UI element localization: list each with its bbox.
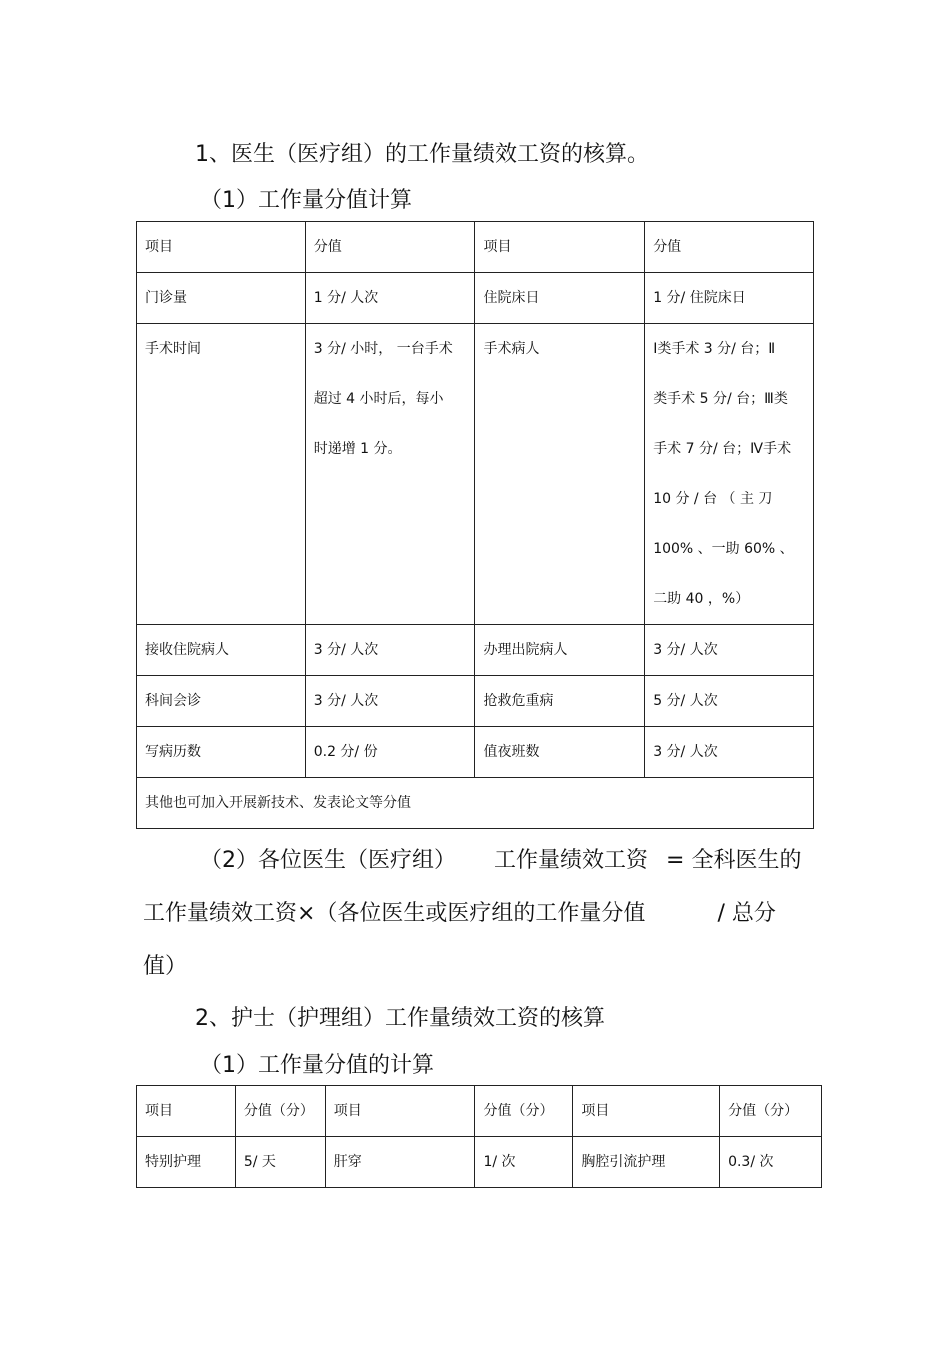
cell-line: 时递增 1 分。 <box>313 441 402 457</box>
table-cell: 3 分/ 人次 <box>645 625 814 676</box>
table-cell: 项目 <box>475 222 645 273</box>
table-header-row <box>137 222 814 273</box>
table-cell: 门诊量 <box>137 273 306 324</box>
table-cell: 肝穿 <box>325 1137 475 1188</box>
cell-line: Ⅰ类手术 3 分/ 台；Ⅱ <box>653 341 776 357</box>
formula-line-3: 值） <box>143 954 188 979</box>
section2-subheading: （1）工作量分值的计算 <box>200 1053 434 1078</box>
formula-line-2 <box>143 899 776 929</box>
formula-text: 工作量绩效工资×（各位医生或医疗组的工作量分值 <box>143 901 646 926</box>
table-cell: 分值（分） <box>235 1086 325 1137</box>
table-cell: 5/ 天 <box>235 1137 325 1188</box>
formula-text: 工作量绩效工资 <box>494 848 649 873</box>
table-cell: 项目 <box>137 222 306 273</box>
cell-line: 超过 4 小时后，每小 <box>313 391 444 407</box>
nurse-workload-table <box>136 1085 822 1188</box>
table-cell: 特别护理 <box>137 1137 236 1188</box>
table-cell: 1/ 次 <box>475 1137 573 1188</box>
table-cell: 项目 <box>137 1086 236 1137</box>
table-cell: 科间会诊 <box>137 676 306 727</box>
section1-subheading: （1）工作量分值计算 <box>200 188 412 213</box>
formula-line-1 <box>200 846 801 876</box>
table-row <box>137 727 814 778</box>
table-cell: 抢救危重病 <box>475 676 645 727</box>
table-cell: 3 分/ 人次 <box>305 676 475 727</box>
table-cell: 分值 <box>305 222 475 273</box>
table-cell: 3 分/ 人次 <box>305 625 475 676</box>
table-cell: 手术时间 <box>137 324 306 625</box>
doctor-workload-table <box>136 221 814 829</box>
cell-line: 类手术 5 分/ 台；Ⅲ类 <box>653 391 788 407</box>
formula-text: （2）各位医生（医疗组） <box>200 848 456 873</box>
cell-line: 手术 7 分/ 台；Ⅳ手术 <box>653 441 792 457</box>
cell-line: 100% 、一助 60% 、 <box>653 541 794 557</box>
section1-heading: 1、医生（医疗组）的工作量绩效工资的核算。 <box>195 142 649 167</box>
formula-text: = 全科医生的 <box>666 848 802 873</box>
table-cell <box>305 324 475 625</box>
table-cell: 项目 <box>325 1086 475 1137</box>
table-cell: 分值（分） <box>720 1086 822 1137</box>
table-cell: 1 分/ 人次 <box>305 273 475 324</box>
table-cell: 1 分/ 住院床日 <box>645 273 814 324</box>
table-cell: 住院床日 <box>475 273 645 324</box>
table-cell: 0.2 分/ 份 <box>305 727 475 778</box>
table-header-row <box>137 1086 822 1137</box>
table-cell: 手术病人 <box>475 324 645 625</box>
section2-heading: 2、护士（护理组）工作量绩效工资的核算 <box>195 1006 605 1031</box>
table-cell: 接收住院病人 <box>137 625 306 676</box>
table-footer-row <box>137 778 814 829</box>
table-cell: 分值 <box>645 222 814 273</box>
table-cell: 分值（分） <box>475 1086 573 1137</box>
table-cell: 0.3/ 次 <box>720 1137 822 1188</box>
table-row <box>137 1137 822 1188</box>
table-row <box>137 273 814 324</box>
table-cell: 5 分/ 人次 <box>645 676 814 727</box>
cell-line: 10 分 / 台 （ 主 刀 <box>653 491 773 507</box>
table-cell: 项目 <box>573 1086 720 1137</box>
table-cell: 办理出院病人 <box>475 625 645 676</box>
formula-text: / 总分 <box>717 901 776 926</box>
table-cell: 写病历数 <box>137 727 306 778</box>
table-cell: 值夜班数 <box>475 727 645 778</box>
table-cell: 胸腔引流护理 <box>573 1137 720 1188</box>
table-row <box>137 324 814 625</box>
table-cell <box>645 324 814 625</box>
table-row <box>137 625 814 676</box>
table-row <box>137 676 814 727</box>
cell-line: 3 分/ 小时， 一台手术 <box>313 341 453 357</box>
table-footer-cell: 其他也可加入开展新技术、发表论文等分值 <box>137 778 814 829</box>
cell-line: 二助 40 ，%） <box>653 591 750 607</box>
table-cell: 3 分/ 人次 <box>645 727 814 778</box>
